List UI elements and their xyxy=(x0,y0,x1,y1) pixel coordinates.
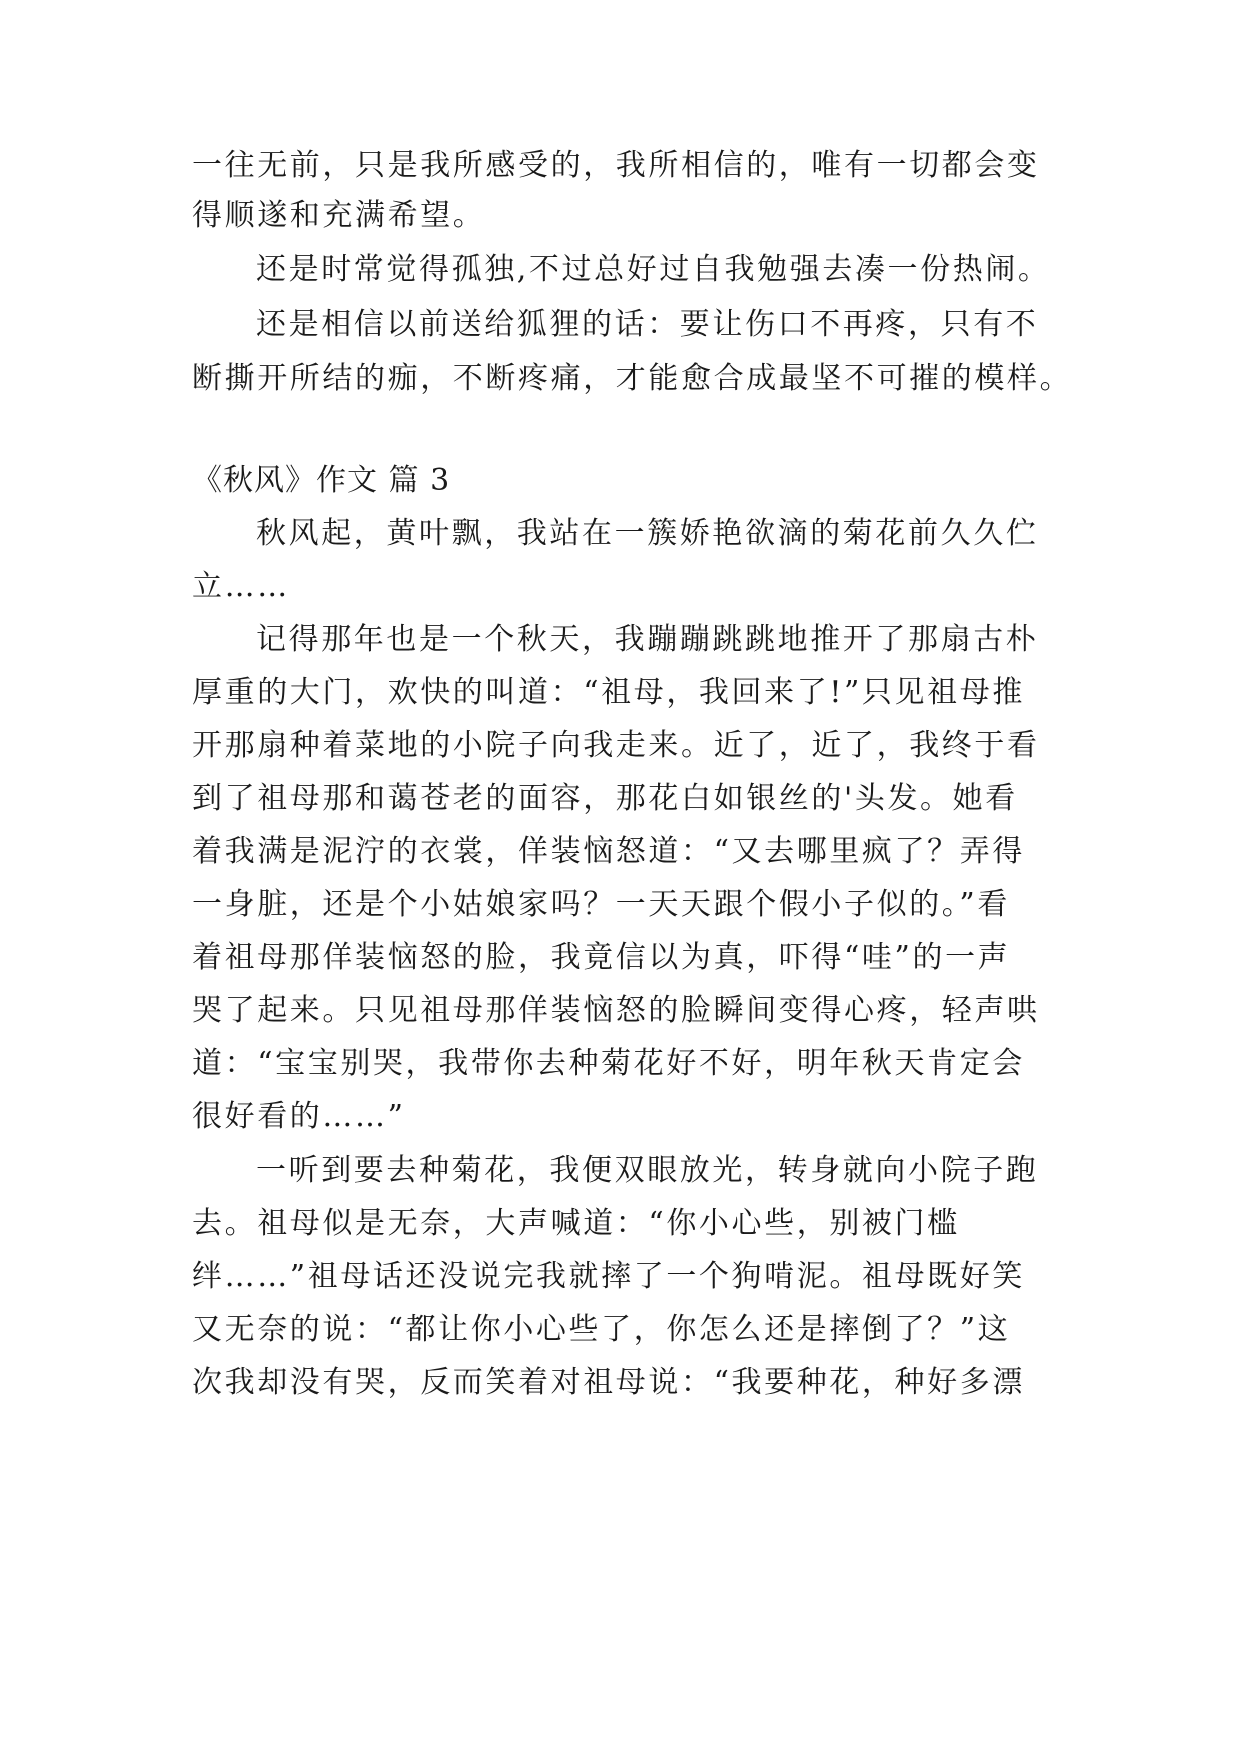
text-line: 厚重的大门，欢快的叫道：“祖母，我回来了!”只见祖母推 xyxy=(192,675,1025,710)
text-line: 开那扇种着菜地的小院子向我走来。近了，近了，我终于看 xyxy=(192,728,1040,763)
section-title: 《秋风》作文 篇 3 xyxy=(192,463,451,498)
text-line: 着祖母那佯装恼怒的脸，我竟信以为真，吓得“哇”的一声 xyxy=(192,940,1011,975)
text-line: 秋风起，黄叶飘，我站在一簇娇艳欲滴的菊花前久久伫 xyxy=(256,516,1039,551)
text-line: 得顺遂和充满希望。 xyxy=(192,198,486,233)
text-line: 记得那年也是一个秋天，我蹦蹦跳跳地推开了那扇古朴 xyxy=(256,622,1039,657)
text-line: 还是相信以前送给狐狸的话：要让伤口不再疼，只有不 xyxy=(256,307,1039,342)
text-line: 立…… xyxy=(192,569,290,604)
text-line: 绊……”祖母话还没说完我就摔了一个狗啃泥。祖母既好笑 xyxy=(192,1259,1025,1294)
text-line: 断撕开所结的痂，不断疼痛，才能愈合成最坚不可摧的模样。 xyxy=(192,361,1073,396)
text-line: 道：“宝宝别哭，我带你去种菊花好不好，明年秋天肯定会 xyxy=(192,1046,1025,1081)
text-line: 很好看的……” xyxy=(192,1099,406,1134)
text-line: 又无奈的说：“都让你小心些了，你怎么还是摔倒了？”这 xyxy=(192,1312,1011,1347)
text-line: 一听到要去种菊花，我便双眼放光，转身就向小院子跑 xyxy=(256,1153,1039,1188)
text-line: 到了祖母那和蔼苍老的面容，那花白如银丝的'头发。她看 xyxy=(192,781,1018,816)
text-line: 一身脏，还是个小姑娘家吗？一天天跟个假小子似的。”看 xyxy=(192,887,1010,922)
text-line: 去。祖母似是无奈，大声喊道：“你小心些，别被门槛 xyxy=(192,1206,960,1241)
text-line: 着我满是泥泞的衣裳，佯装恼怒道：“又去哪里疯了？弄得 xyxy=(192,834,1025,869)
text-line: 还是时常觉得孤独,不过总好过自我勉强去凑一份热闹。 xyxy=(256,252,1051,287)
text-line: 一往无前，只是我所感受的，我所相信的，唯有一切都会变 xyxy=(192,148,1040,183)
text-line: 次我却没有哭，反而笑着对祖母说：“我要种花，种好多漂 xyxy=(192,1365,1025,1400)
text-line: 哭了起来。只见祖母那佯装恼怒的脸瞬间变得心疼，轻声哄 xyxy=(192,993,1040,1028)
